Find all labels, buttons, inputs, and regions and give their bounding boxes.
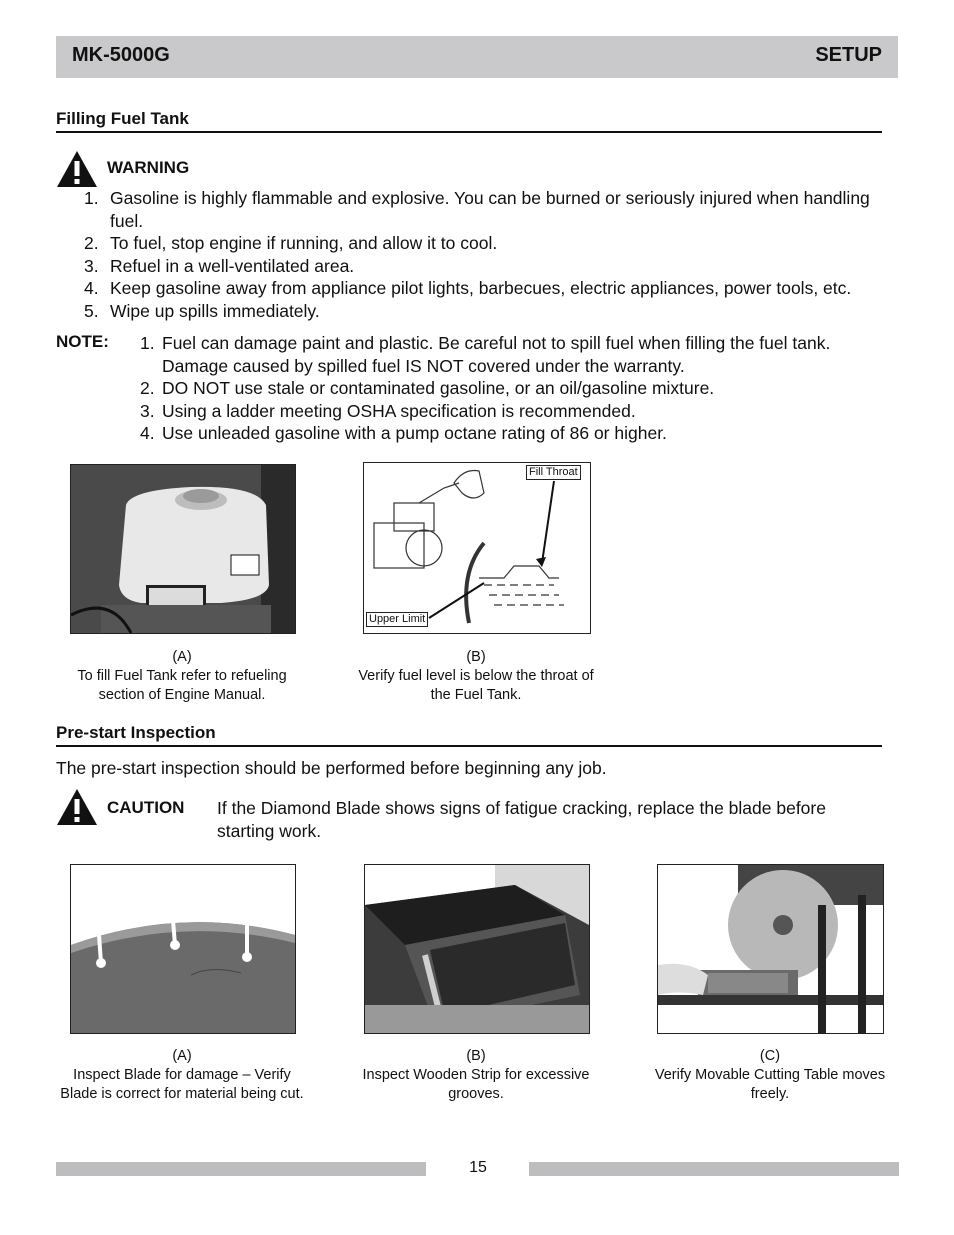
prestart-fig-a-caption: (A) Inspect Blade for damage – Verify Blade is correct for material being cut. bbox=[60, 1048, 304, 1102]
list-item: 4. Use unleaded gasoline with a pump octane rating of 86 or higher. bbox=[140, 423, 667, 443]
list-item: 2. To fuel, stop engine if running, and allow it to cool. bbox=[84, 233, 498, 253]
prestart-heading: Pre-start Inspection bbox=[56, 723, 882, 747]
list-item: 3. Using a ladder meeting OSHA specification is recommended. bbox=[140, 400, 636, 421]
list-item: 1. Gasoline is highly flammable and explosive. You can be burned or seriously injured when handling fuel. bbox=[84, 188, 870, 231]
upper-limit-tag: Upper Limit bbox=[366, 612, 428, 627]
caution-text: If the Diamond Blade shows signs of fatigue cracking, replace the blade before starting work. bbox=[217, 798, 826, 841]
list-item: 4. Keep gasoline away from appliance pilot lights, barbecues, electric appliances, power tools, etc. bbox=[84, 278, 852, 298]
caution-label: CAUTION bbox=[107, 798, 185, 817]
list-item: 5. Wipe up spills immediately. bbox=[84, 300, 320, 321]
footer-bar-left bbox=[56, 1162, 426, 1176]
fuel-fig-a-caption: (A) To fill Fuel Tank refer to refueling section of Engine Manual. bbox=[77, 649, 287, 703]
diamond-blade-photo bbox=[70, 864, 296, 1034]
note-list bbox=[140, 332, 890, 445]
list-item: 3. Refuel in a well-ventilated area. bbox=[84, 255, 355, 276]
cutting-table-photo bbox=[657, 864, 884, 1034]
model-name: MK-5000G bbox=[72, 44, 170, 66]
fuel-fig-b-caption: (B) Verify fuel level is below the throat of the Fuel Tank. bbox=[358, 649, 594, 703]
note-label: NOTE: bbox=[56, 332, 109, 351]
page-number: 15 bbox=[469, 1159, 487, 1176]
fuel-level-diagram bbox=[363, 462, 591, 634]
list-item: 1. Fuel can damage paint and plastic. Be careful not to spill fuel when filling the fuel tank. Damage caused by spilled fuel IS NOT covered under the warranty. bbox=[140, 333, 831, 376]
prestart-intro: The pre-start inspection should be performed before beginning any job. bbox=[56, 758, 607, 778]
warning-label: WARNING bbox=[107, 158, 190, 177]
engine-fuel-tank-photo bbox=[70, 464, 296, 634]
prestart-fig-b-caption: (B) Inspect Wooden Strip for excessive grooves. bbox=[362, 1048, 590, 1102]
fuel-heading: Filling Fuel Tank bbox=[56, 109, 882, 133]
warning-list bbox=[84, 187, 904, 322]
caution-icon bbox=[56, 788, 98, 826]
wooden-strip-photo bbox=[364, 864, 590, 1034]
section-name: SETUP bbox=[815, 44, 882, 66]
page-header bbox=[56, 36, 898, 78]
warning-icon bbox=[56, 150, 98, 188]
fill-throat-tag: Fill Throat bbox=[526, 465, 581, 480]
footer-bar-right bbox=[529, 1162, 899, 1176]
prestart-fig-c-caption: (C) Verify Movable Cutting Table moves freely. bbox=[654, 1048, 886, 1102]
list-item: 2. DO NOT use stale or contaminated gasoline, or an oil/gasoline mixture. bbox=[140, 378, 715, 398]
